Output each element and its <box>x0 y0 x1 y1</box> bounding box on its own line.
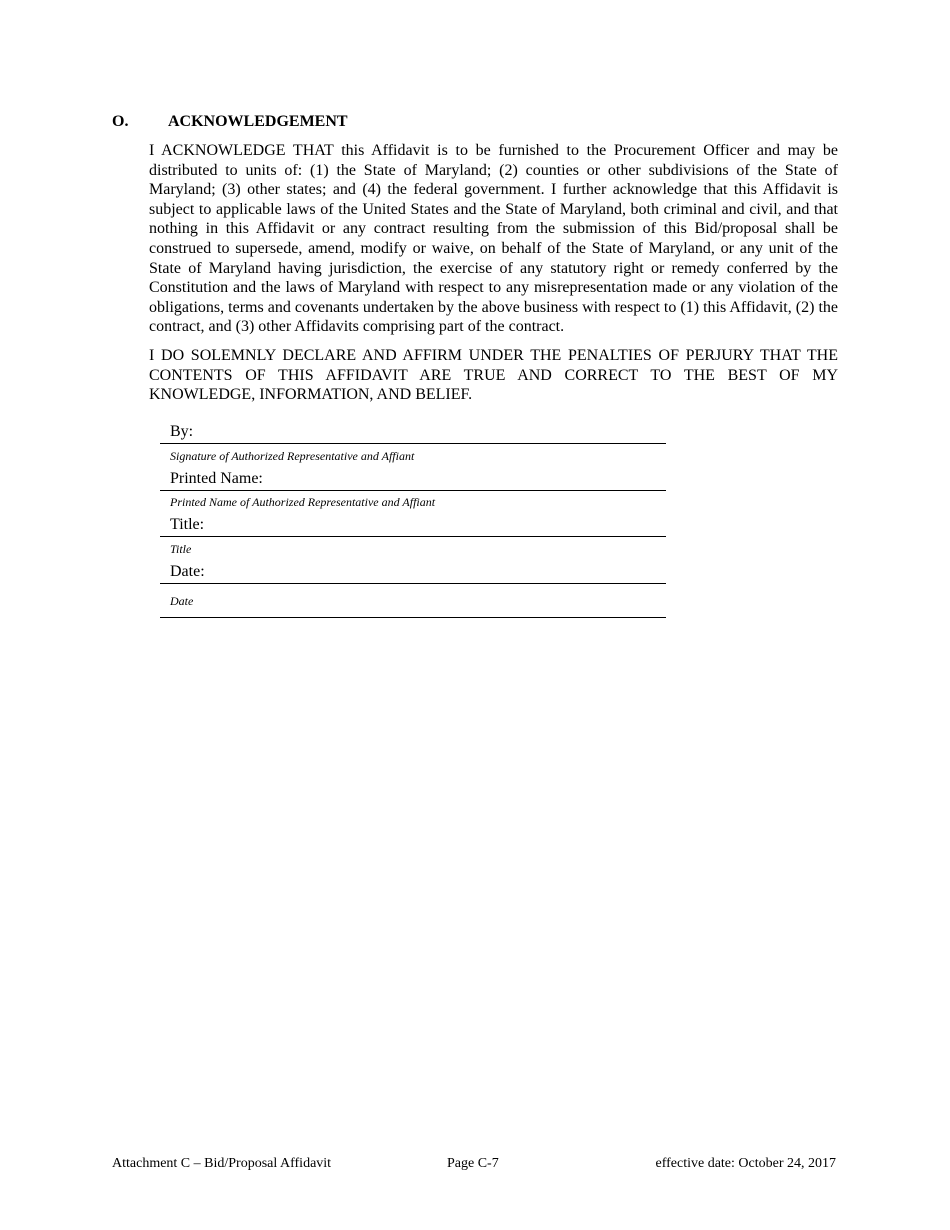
date-caption: Date <box>160 583 666 617</box>
declaration-paragraph: I DO SOLEMNLY DECLARE AND AFFIRM UNDER THE PENALTIES OF PERJURY THAT THE CONTENTS OF THIS AFFIDAVIT ARE TRUE AND CORRECT TO THE BEST OF MY KNOWLEDGE, INFORMATION, AND BELIEF. <box>149 347 838 404</box>
section-letter: O. <box>112 113 129 130</box>
section-heading <box>112 112 348 132</box>
printed-name-caption: Printed Name of Authorized Representative and Affiant <box>170 495 436 510</box>
acknowledgement-paragraph: I ACKNOWLEDGE THAT this Affidavit is to be furnished to the Procurement Officer and may be distributed to units of: (1) the State of Maryland; (2) counties or other subdivisions of the State of Maryland; (3) other states; and (4) the federal government. I further acknowledge that this Affidavit is subject to applicable laws of the United States and the State of Maryland, both criminal and civil, and that nothing in this Affidavit or any contract resulting from the submission of this Bid/proposal shall be construed to supersede, amend, modify or waive, on behalf of the State of Maryland, or any unit of the State of Maryland having jurisdiction, the exercise of any statutory right or remedy conferred by the Constitution and the laws of Maryland with respect to any misrepresentation made or any violation of the obligations, terms and covenants undertaken by the above business with respect to (1) this Affidavit, (2) the contract, and (3) other Affidavits comprising part of the contract. <box>149 142 838 336</box>
footer-page-number: Page C-7 <box>447 1156 499 1171</box>
date-field[interactable]: Date: <box>160 560 666 584</box>
printed-name-field[interactable]: Printed Name: <box>160 467 666 491</box>
title-caption: Title <box>170 541 192 556</box>
signature-block <box>160 420 666 618</box>
title-field[interactable]: Title: <box>160 513 666 537</box>
footer-attachment-title: Attachment C – Bid/Proposal Affidavit <box>112 1156 332 1171</box>
signature-field[interactable]: By: <box>160 420 666 444</box>
footer-effective-date: effective date: October 24, 2017 <box>655 1156 836 1171</box>
section-title: ACKNOWLEDGEMENT <box>168 113 348 130</box>
signature-caption: Signature of Authorized Representative and Affiant <box>170 448 415 463</box>
